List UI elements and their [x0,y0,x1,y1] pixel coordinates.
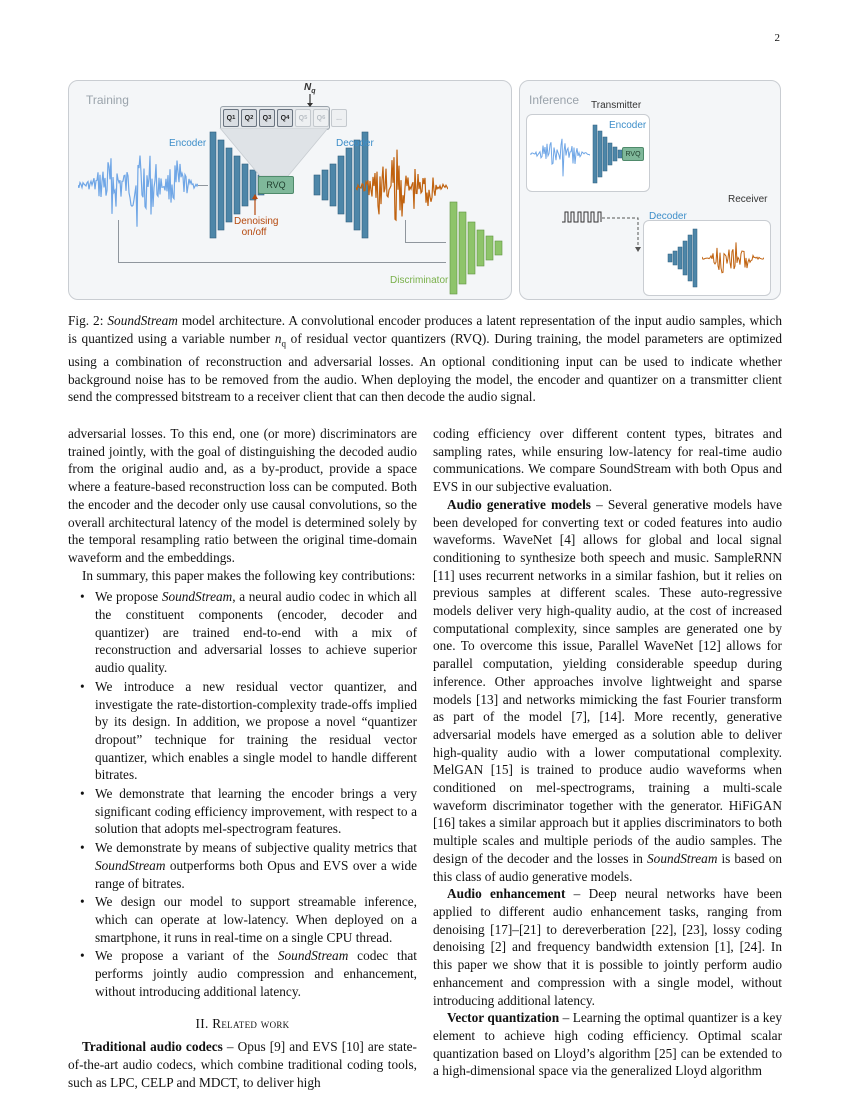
quantizer-q2: Q 2 [241,109,257,127]
right-paragraph-4: Vector quantization – Learning the optimal quantizer is a key element to achieve high coding efficiency. Optimal scalar quantization based on Lloyd’s algorithm [25] can be extended to a high-dimensional space via the generalized Lloyd algorithm [433,1010,782,1079]
bitstream-arrow [602,217,646,253]
training-title: Training [86,93,129,107]
left-column [68,425,417,1091]
quantizer-q1: Q 1 [223,109,239,127]
discriminator-label: Discriminator [390,275,449,286]
nq-label: $N_q$ [304,82,316,95]
receiver-label: Receiver [728,194,768,205]
quantizer-q5: Q 5 [295,109,311,127]
transmitter-rvq-block: RVQ [622,147,644,161]
architecture-figure [68,80,782,302]
left-paragraph-3: Traditional audio codecs – Opus [9] and EVS [10] are state-of-the-art audio codecs, which combine traditional coding tools, such as LPC, CELP and MDCT, to deliver high [68,1039,417,1090]
right-column [433,425,782,1080]
left-paragraph-1: adversarial losses. To this end, one (or more) discriminators are trained jointly, with the goal of distinguishing the decoded audio from the original audio and, as a by-product, provide a space where a feature-based reconstruction loss can be computed. Both the encoder and the decoder only use causal convolutions, so the overall architectural latency of the model is determined solely by the temporal resampling ratio between the original time-domain waveform and the embeddings. [68,426,417,565]
left-paragraph-2: In summary, this paper makes the following key contributions: [82,567,416,583]
page-number: 2 [774,32,780,44]
rvq-block: RVQ [258,176,294,194]
receiver-decoder-block [666,228,698,288]
contribution-item: • We propose a variant of the SoundStream codec that performs jointly audio compression and enhancement, without introducing additional latency. [95,947,417,1000]
output-waveform [356,142,448,232]
contribution-item: • We design our model to support streamable inference, which can operate at low-latency. When deployed on a smartphone, it runs in real-time on a single CPU thread. [95,893,417,946]
decoder-label: Decoder [336,138,374,149]
contribution-item: • We demonstrate that learning the encoder brings a very significant coding efficiency improvement, with respect to a solution that adopts mel-spectrogram features. [95,785,417,838]
encoder-label: Encoder [169,138,207,149]
right-paragraph-1: coding efficiency over different content types, bitrates and sampling rates, while ensuring low-latency for real-time audio communications. We compare SoundStream with both Opus and EVS in our subjective evaluation. [433,426,782,495]
input-to-discriminator-horizontal [118,262,446,263]
right-paragraph-2: Audio generative models – Several generative models have been developed for converting text or coded features into audio waveforms. WaveNet [4] allows for global and local signal conditioning to synthesize both speech and music. SampleRNN [11] uses recurrent networks in a similar fashion, but it relies on previous samples at different scales. These auto-regressive models deliver very high-quality audio, at the cost of increased computational complexity, since samples are generated one by one. To overcome this issue, Parallel WaveNet [12] allows for parallel computation, yielding considerable speedup during inference. Other approaches involve lightweight and sparse models [13] and networks mimicking the fast Fourier transform as part of the model [7], [14]. More recently, generative adversarial models have emerged as a solution able to deliver high-quality audio with a lower computational complexity. MelGAN [15] is trained to produce audio waveforms when conditioned on mel-spectrograms, training a multi-scale waveform discriminator together with the generator. HiFiGAN [16] takes a similar approach but it applies discriminators to both multiple scales and multiple periods of the audio samples. The design of the decoder and the losses in SoundStream is based on this class of audio generative models. [433,496,783,884]
denoising-arrow [251,193,259,215]
output-to-discriminator-horizontal [405,242,446,243]
quantizer-q3: Q 3 [259,109,275,127]
nq-arrow [306,94,314,108]
receiver-output-waveform [702,234,764,282]
discriminator-block [448,200,510,296]
receiver-decoder-label: Decoder [649,211,687,222]
quantizer-more: ... [331,109,347,127]
transmitter-encoder-block [592,124,624,184]
denoising-label: Denoising on/off [234,216,279,238]
section-heading-related-work: II. Related work [195,1015,290,1031]
figure-caption: Fig. 2: SoundStream model architecture. A convolutional encoder produces a latent representation of the input audio samples, which is quantized using a variable number $n_q$ of residual vector quantizers (RVQ). During training, the model parameters are optimized using a combination of reconstruction and adversarial losses. An optional conditioning input can be used to indicate whether background noise has to be removed from the audio. When deploying the model, the encoder and quantizer on a transmitter client send the compressed bitstream to a receiver client that can then decode the audio signal. [68,313,782,405]
transmitter-input-waveform [530,130,590,178]
contribution-item: • We propose SoundStream, a neural audio codec in which all the constituent components (encoder, decoder and quantizer) are trained end-to-end with a mix of reconstruction and adversarial losses to achieve superior audio quality. [95,588,417,677]
input-to-discriminator-vertical [118,220,119,262]
right-paragraph-3: Audio enhancement – Deep neural networks have been applied to different audio enhancement tasks, ranging from denoising [17]–[21] to dereverberation [22], [23], lossy coding denoising [2] and frequency bandwidth extension [1], [24]. In this paper we show that it is possible to jointly perform audio enhancement and compression with a single model, without introducing additional latency. [433,886,782,1008]
output-to-discriminator-vertical [405,220,406,242]
contribution-item: • We introduce a new residual vector quantizer, and investigate the rate-distortion-complexity trade-offs implied by its design. In addition, we propose a novel “quantizer dropout” technique for training the residual vector quantizer, which enables a single model to handle different bitrates. [95,678,417,784]
inference-title: Inference [529,93,580,107]
contribution-item: • We demonstrate by means of subjective quality metrics that SoundStream outperforms both Opus and EVS over a wide range of bitrates. [95,839,417,892]
input-waveform [78,140,198,230]
quantizer-q6: Q 6 [313,109,329,127]
transmitter-label: Transmitter [591,100,642,111]
transmitter-encoder-label: Encoder [609,120,647,131]
quantizer-q4: Q 4 [277,109,293,127]
quantizer-funnel [218,128,330,178]
encoder-input-arrow-line [198,185,208,186]
quantizer-row [223,109,347,127]
contributions-list [68,588,417,1000]
bitstream-icon [562,210,602,224]
